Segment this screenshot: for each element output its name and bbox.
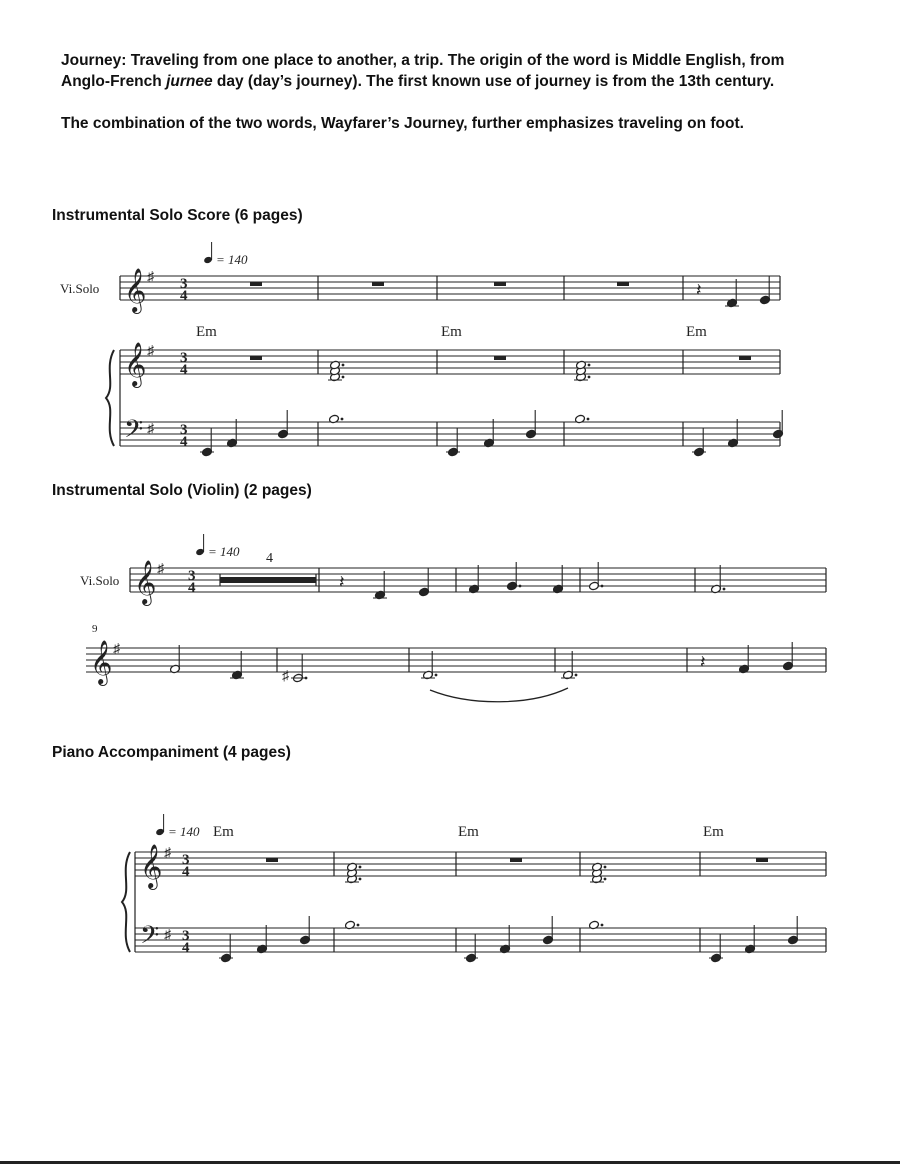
dot xyxy=(519,585,522,588)
treble-clef-icon: 𝄞 xyxy=(90,642,113,684)
dot xyxy=(341,418,344,421)
key-signature-sharp: ♯ xyxy=(147,270,154,285)
piano-accompaniment-excerpt xyxy=(0,810,900,980)
rest-symbol xyxy=(617,282,629,286)
key-signature-sharp: ♯ xyxy=(147,344,154,359)
treble-clef-icon: 𝄞 xyxy=(140,846,163,888)
time-signature-bottom: 4 xyxy=(188,580,196,596)
multi-rest-count: 4 xyxy=(266,551,273,566)
instrument-label: Vi.Solo xyxy=(60,281,100,296)
quarter-rest: 𝄽 xyxy=(700,652,706,672)
time-signature-top: 3 xyxy=(182,928,190,944)
grand-staff-brace xyxy=(122,852,130,952)
chord-symbol: Em xyxy=(441,324,462,340)
dot xyxy=(342,364,345,367)
rest-symbol xyxy=(510,858,522,862)
violin-heading: Instrumental Solo (Violin) (2 pages) xyxy=(52,482,312,499)
piano-heading: Piano Accompaniment (4 pages) xyxy=(52,744,291,761)
rest-symbol xyxy=(494,356,506,360)
rest-symbol xyxy=(372,282,384,286)
multi-measure-rest xyxy=(220,577,316,583)
key-signature-sharp: ♯ xyxy=(164,846,171,861)
tempo-marking: = 140 xyxy=(216,252,248,267)
intro-text xyxy=(61,50,821,155)
time-signature-top: 3 xyxy=(180,350,188,366)
treble-clef-icon: 𝄞 xyxy=(124,344,147,386)
time-signature-top: 3 xyxy=(188,568,196,584)
time-signature-top: 3 xyxy=(180,422,188,438)
chord-symbol: Em xyxy=(686,324,707,340)
dot xyxy=(575,674,578,677)
dot xyxy=(604,878,607,881)
measure-number: 9 xyxy=(92,623,98,635)
treble-clef-icon: 𝄞 xyxy=(134,562,157,604)
chord-symbol: Em xyxy=(196,324,217,340)
dot xyxy=(359,878,362,881)
bass-clef-icon: 𝄢 xyxy=(140,922,160,955)
dot xyxy=(723,588,726,591)
italic-word: jurnee xyxy=(166,73,213,90)
time-signature-bottom: 4 xyxy=(182,864,190,880)
key-signature-sharp: ♯ xyxy=(147,422,154,437)
intro-paragraph-1: Journey: Traveling from one place to another, a trip. The origin of the word is Middle English, from Anglo-French jurnee day (day’s journey). The first known use of journey is from the 13th century. xyxy=(61,52,785,90)
time-signature-bottom: 4 xyxy=(182,940,190,956)
chord-symbol: Em xyxy=(703,824,724,840)
dot xyxy=(587,418,590,421)
quarter-rest: 𝄽 xyxy=(696,280,702,300)
treble-clef-icon: 𝄞 xyxy=(124,270,147,312)
tempo-marking: = 140 xyxy=(208,544,240,559)
chord-symbol: Em xyxy=(213,824,234,840)
tie-slur xyxy=(430,688,568,702)
rest-symbol xyxy=(250,356,262,360)
rest-symbol xyxy=(739,356,751,360)
instrument-label: Vi.Solo xyxy=(80,573,120,588)
key-signature-sharp: ♯ xyxy=(157,562,164,577)
grand-staff-brace xyxy=(106,350,114,446)
quarter-rest: 𝄽 xyxy=(339,572,345,592)
time-signature-bottom: 4 xyxy=(180,434,188,450)
time-signature-bottom: 4 xyxy=(180,288,188,304)
dot xyxy=(359,866,362,869)
dot xyxy=(435,674,438,677)
rest-symbol xyxy=(756,858,768,862)
solo-score-excerpt xyxy=(0,240,900,480)
dot xyxy=(305,677,308,680)
dot xyxy=(588,376,591,379)
accidental-sharp: ♯ xyxy=(282,669,289,684)
dot xyxy=(601,585,604,588)
dot xyxy=(342,376,345,379)
key-signature-sharp: ♯ xyxy=(113,642,120,657)
chord-symbol: Em xyxy=(458,824,479,840)
rest-symbol xyxy=(266,858,278,862)
key-signature-sharp: ♯ xyxy=(164,928,171,943)
dot xyxy=(604,866,607,869)
time-signature-bottom: 4 xyxy=(180,362,188,378)
tempo-marking: = 140 xyxy=(168,824,200,839)
rest-symbol xyxy=(494,282,506,286)
bass-clef-icon: 𝄢 xyxy=(124,416,144,449)
dot xyxy=(588,364,591,367)
dot xyxy=(357,924,360,927)
score-heading: Instrumental Solo Score (6 pages) xyxy=(52,207,303,224)
time-signature-top: 3 xyxy=(182,852,190,868)
dot xyxy=(601,924,604,927)
rest-symbol xyxy=(250,282,262,286)
time-signature-top: 3 xyxy=(180,276,188,292)
intro-paragraph-2: The combination of the two words, Wayfarer’s Journey, further emphasizes traveling on foot. xyxy=(61,115,744,132)
violin-part-excerpt xyxy=(0,530,900,710)
